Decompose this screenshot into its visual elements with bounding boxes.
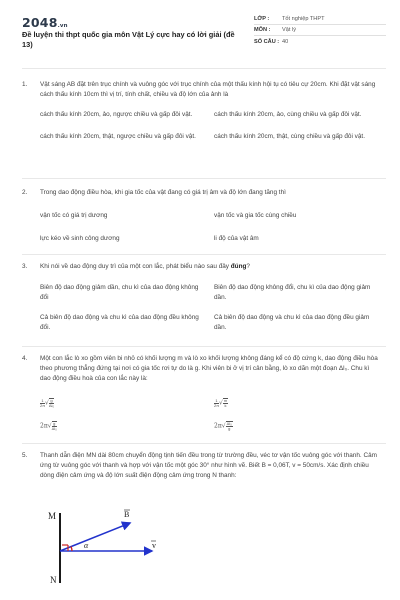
answer-option-a[interactable] — [40, 398, 204, 409]
rod-field-diagram — [48, 507, 168, 589]
question-number: 5. — [22, 452, 28, 459]
root-fraction: $\frac{m}{k}$ — [223, 398, 228, 408]
document-page — [8, 0, 392, 600]
meta-value: Vật lý — [282, 27, 296, 33]
answer-option-d[interactable]: cách thấu kính 20cm, thật, cùng chiều và gấp đôi vật. — [214, 133, 365, 140]
label-m: M — [48, 511, 57, 521]
question-5 — [22, 451, 378, 481]
divider — [22, 443, 386, 444]
question-number: 4. — [22, 355, 28, 362]
divider — [22, 346, 386, 347]
label-b: B — [124, 510, 130, 519]
question-number: 2. — [22, 189, 28, 196]
question-text: Một con lắc lò xo gồm viên bi nhỏ có khối lượng m và lò xo khối lượng không đáng kể có độ cứng k, dao động điều hòa theo phương thẳng đứng tại nơi có gia tốc rơi tự do là g. Khi viên bi ở vị trí cân bằng, lò xo dãn một đoạn Δl₀. Chu kì dao động điều hoà của con lắc này là: — [40, 355, 378, 382]
answer-option-c[interactable]: Cả biên độ dao động và chu kì của dao động đều không đổi. — [40, 314, 199, 331]
answer-option-d[interactable]: Cả biên độ dao động và chu kì của dao động đều giảm dần. — [214, 314, 370, 331]
question-text-part: ? — [246, 263, 250, 270]
root-fraction: $\frac{g}{\text{Δl₀}}$ — [48, 398, 55, 408]
meta-value: Tốt nghiệp THPT — [282, 16, 325, 22]
answer-option-a[interactable]: vận tốc có giá trị dương — [40, 212, 108, 219]
meta-row-class — [254, 14, 386, 25]
coefficient-fraction: $\frac{1}{2\pi}$ — [214, 397, 219, 408]
question-text: Vật sáng AB đặt trên trục chính và vuông góc với trục chính của một thấu kính hội tụ có tiêu cự 20cm. Khi đặt vật sáng cách thấu kính 10cm thì vị trí, tính chất, chiều và độ lớn của ảnh là — [40, 81, 376, 98]
coefficient: 2π — [40, 422, 48, 430]
document-title: Đề luyện thi thpt quốc gia môn Vật Lý cực hay có lời giải (đề 13) — [22, 30, 235, 49]
answer-option-c[interactable] — [40, 421, 204, 432]
meta-key: MÔN : — [254, 27, 271, 33]
divider — [22, 68, 386, 69]
label-alpha: α — [84, 541, 89, 550]
divider — [22, 254, 386, 255]
coefficient-fraction: $\frac{1}{2\pi}$ — [40, 397, 45, 408]
answer-option-c[interactable]: cách thấu kính 20cm, thật, ngược chiều và gấp đôi vật. — [40, 133, 196, 140]
divider — [22, 178, 386, 179]
question-number: 1. — [22, 81, 28, 88]
sqrt-sign: √ — [218, 399, 223, 407]
meta-key: SỐ CÂU : — [254, 38, 280, 45]
question-text — [40, 262, 378, 272]
sqrt-sign: √ — [44, 399, 49, 407]
meta-row-count — [254, 36, 386, 47]
label-n: N — [50, 575, 57, 585]
question-text-part: Khi nói về dao động duy trì của một con lắc, phát biểu nào sau đây — [40, 263, 231, 270]
question-text: Thanh dẫn điện MN dài 80cm chuyển động tịnh tiến đều trong từ trường đều, véc tơ vận tốc vuông góc với thanh. Cảm ứng từ vuông góc với thanh và hợp với vận tốc một góc 30° như hình vẽ. Biết B = 0,06T, v = 50cm/s. Xác định chiều dòng điện cảm ứng và độ lớn suất điện động cảm ứng trong N thanh: — [40, 452, 377, 479]
logo-suffix: .vn — [57, 23, 68, 29]
question-4 — [22, 354, 378, 431]
root-fraction: $\frac{g}{\text{Δl₀}}$ — [51, 420, 57, 431]
answer-option-c[interactable]: lực kéo về sinh công dương — [40, 235, 120, 242]
answer-option-d[interactable] — [214, 421, 378, 432]
answer-option-b[interactable] — [214, 398, 378, 409]
meta-row-subject — [254, 25, 386, 36]
question-emphasis: đúng — [230, 263, 247, 270]
label-v: v — [152, 541, 156, 550]
answer-option-a[interactable]: cách thấu kính 20cm, ảo, ngược chiều và gấp đôi vật. — [40, 111, 193, 118]
question-number: 3. — [22, 263, 28, 270]
answer-option-b[interactable]: vận tốc và gia tốc cùng chiều — [214, 212, 297, 219]
document-header — [8, 0, 392, 56]
root-fraction: $\frac{\text{Δl₀}}{g}$ — [226, 420, 232, 431]
answer-option-b[interactable]: Biên độ dao động không đổi, chu kì của dao động giảm dần. — [214, 284, 371, 301]
logo-text: 2048 — [22, 15, 58, 30]
document-meta — [254, 14, 386, 47]
sqrt-sign: √ — [47, 422, 52, 430]
question-text: Trong dao động điều hòa, khi gia tốc của vật đang có giá trị âm và độ lớn đang tăng thì — [40, 189, 286, 196]
question-3 — [22, 262, 378, 333]
site-logo[interactable] — [22, 15, 68, 30]
meta-value: 40 — [282, 38, 289, 45]
coefficient: 2π — [214, 422, 222, 430]
question-2 — [22, 188, 378, 244]
question-1 — [22, 80, 378, 142]
answer-option-b[interactable]: cách thấu kính 20cm, ảo, cùng chiều và gấp đôi vật. — [214, 111, 362, 118]
meta-key: LỚP : — [254, 16, 270, 22]
answer-option-d[interactable]: li độ của vật âm — [214, 235, 259, 242]
answer-option-a[interactable]: Biên độ dao động giảm dần, chu kì của dao động không đổi — [40, 284, 199, 301]
sqrt-sign: √ — [221, 422, 226, 430]
